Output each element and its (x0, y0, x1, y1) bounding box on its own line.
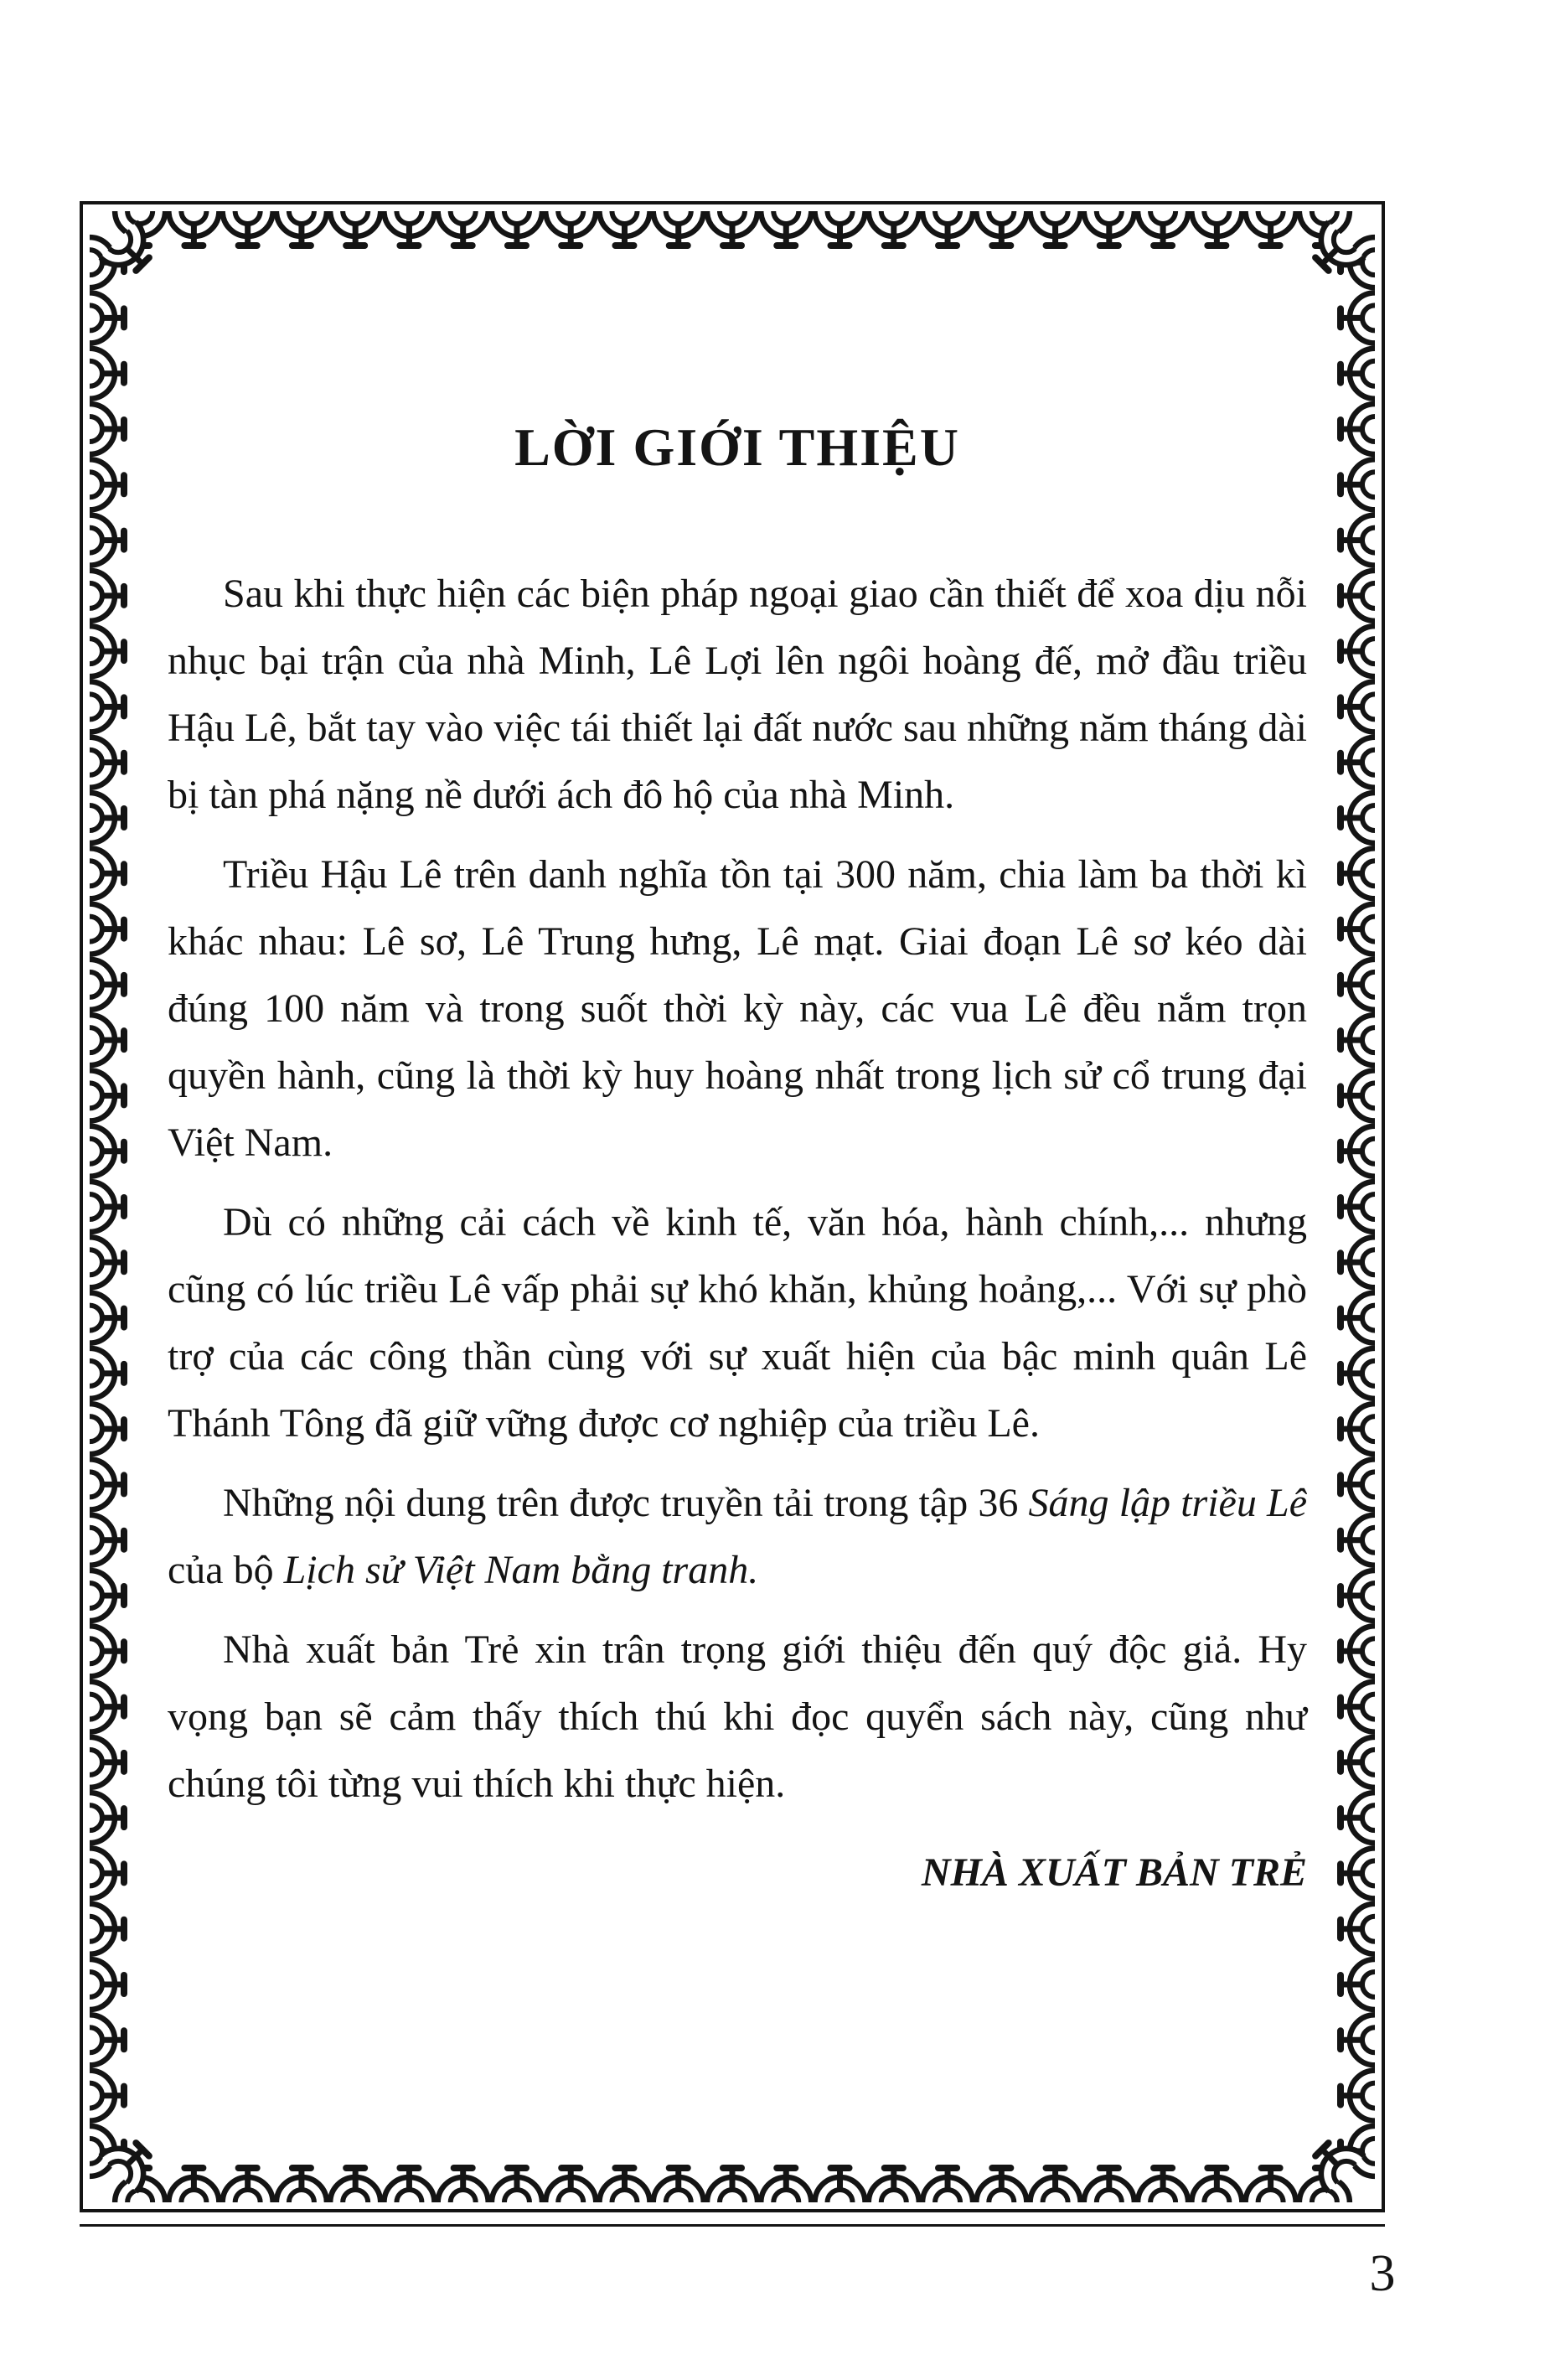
body-paragraphs (168, 561, 1307, 1818)
publisher-signature: NHÀ XUẤT BẢN TRẺ (921, 1850, 1307, 1895)
paragraph: Những nội dung trên được truyền tải trong tập 36 Sáng lập triều Lê của bộ Lịch sử Việt Nam bằng tranh. (168, 1481, 1308, 1592)
double-rule (80, 2224, 1385, 2227)
paragraph: Dù có những cải cách về kinh tế, văn hóa, hành chính,... nhưng cũng có lúc triều Lê vấp phải sự khó khăn, khủng hoảng,... Với sự phò trợ của các công thần cùng với sự xuất hiện của bậc minh quân Lê Thánh Tông đã giữ vững được cơ nghiệp của triều Lê. (168, 1200, 1307, 1446)
paragraph: Nhà xuất bản Trẻ xin trân trọng giới thiệu đến quý độc giả. Hy vọng bạn sẽ cảm thấy thích thú khi đọc quyển sách này, cũng như chúng tôi từng vui thích khi thực hiện. (168, 1627, 1307, 1806)
page-number: 3 (1369, 2245, 1396, 2302)
paragraph: Sau khi thực hiện các biện pháp ngoại giao cần thiết để xoa dịu nỗi nhục bại trận của nhà Minh, Lê Lợi lên ngôi hoàng đế, mở đầu triều Hậu Lê, bắt tay vào việc tái thiết lại đất nước sau những năm tháng dài bị tàn phá nặng nề dưới ách đô hộ của nhà Minh. (168, 572, 1307, 817)
page-content (168, 418, 1307, 1907)
paragraph: Triều Hậu Lê trên danh nghĩa tồn tại 300 năm, chia làm ba thời kì khác nhau: Lê sơ, Lê Trung hưng, Lê mạt. Giai đoạn Lê sơ kéo dài đúng 100 năm và trong suốt thời kỳ này, các vua Lê đều nắm trọn quyền hành, cũng là thời kỳ huy hoàng nhất trong lịch sử cổ trung đại Việt Nam. (168, 852, 1307, 1165)
page-title: LỜI GIỚI THIỆU (514, 417, 960, 477)
decorative-border-frame (80, 201, 1385, 2212)
